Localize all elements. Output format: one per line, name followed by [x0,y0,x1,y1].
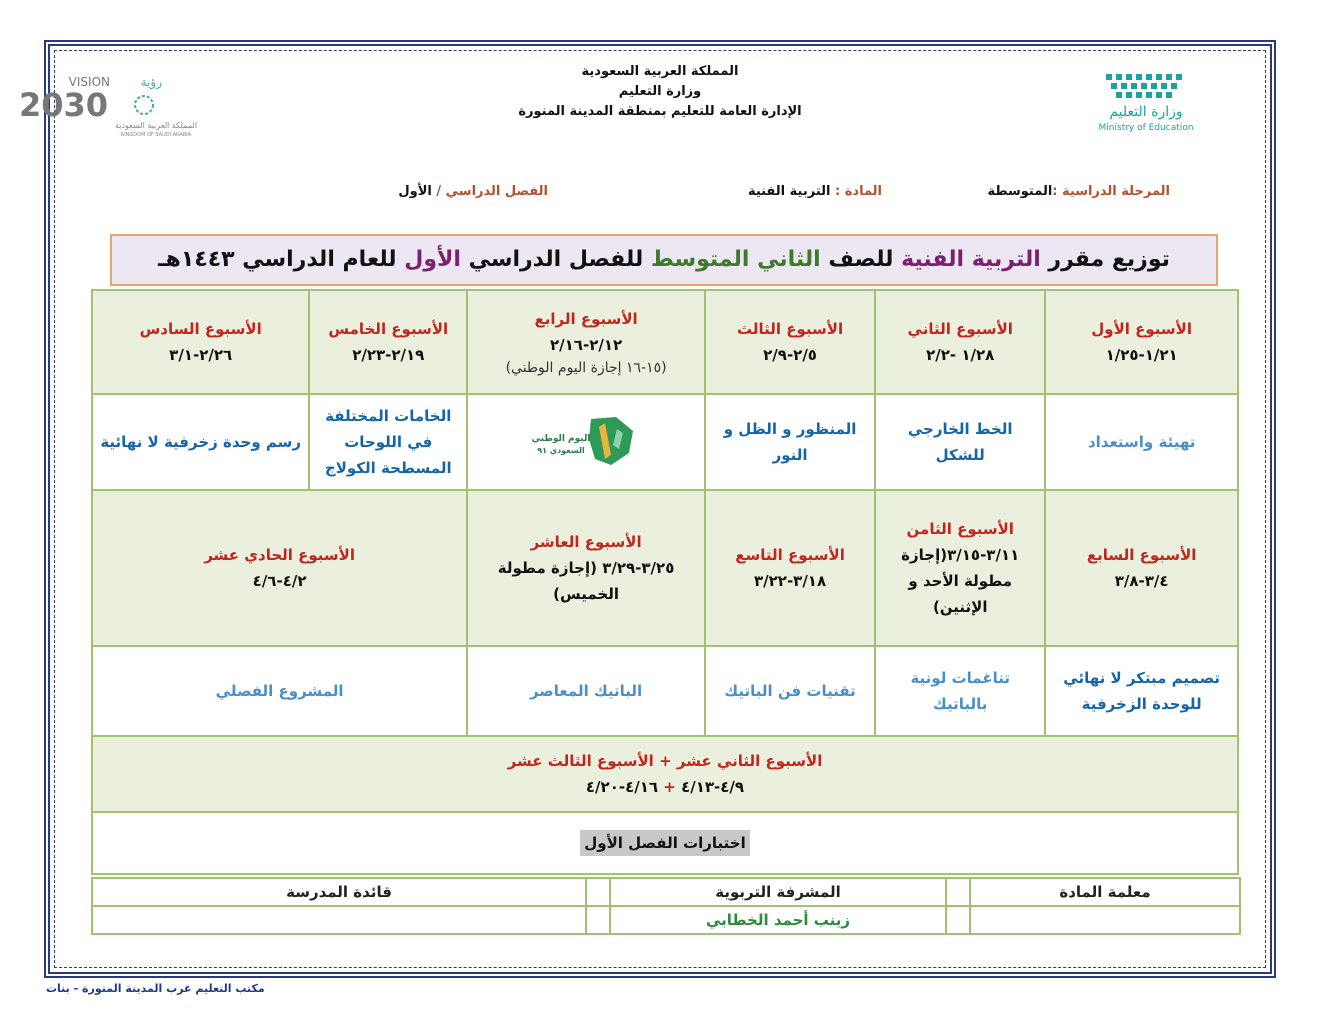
weeks-row-2 [92,490,1238,646]
svg-text:2030: 2030 [18,86,108,124]
ministry-logo [1096,70,1196,136]
exam-row [92,812,1238,874]
topic-cell: المنظور و الظل و النور [705,394,875,490]
svg-text:اليوم الوطني: اليوم الوطني [531,434,591,444]
weeks-row-1 [92,290,1238,394]
national-day-logo [467,394,705,490]
svg-text:KINGDOM OF SAUDI ARABIA: KINGDOM OF SAUDI ARABIA [120,132,192,138]
weeks-row-3 [92,736,1238,812]
week-cell: الأسبوع السابع ٣/٤-٣/٨ [1045,490,1238,646]
term-info: الفصل الدراسي / الأول [398,184,548,199]
week-cell: الأسبوع الخامس ٢/١٩-٢/٢٣ [309,290,467,394]
week-cell: الأسبوع الحادي عشر ٤/٢-٤/٦ [92,490,467,646]
spacer [586,906,610,934]
supervisor-label: المشرفة التربوية [610,878,946,906]
ministry-logo-icon [1096,70,1196,136]
week-cell: الأسبوع الرابع ٢/١٢-٢/١٦ (١٥-١٦ إجازة اليوم الوطني) [467,290,705,394]
teacher-label: معلمة المادة [970,878,1240,906]
svg-text:المملكة العربية السعودية: المملكة العربية السعودية [114,121,198,130]
spacer [946,906,970,934]
exam-cell: اختبارات الفصل الأول [92,812,1238,874]
week-cell: الأسبوع الثاني ١/٢٨ -٢/٢ [875,290,1045,394]
signature-values [92,906,1240,934]
svg-text:السعودي ٩١: السعودي ٩١ [537,446,585,455]
week-cell: الأسبوع الثاني عشر + الأسبوع الثالث عشر ٤/٩-٤/١٣ + ٤/١٦-٤/٢٠ [92,736,1238,812]
header-ministry: وزارة التعليم [618,84,702,99]
signature-table [91,877,1241,935]
supervisor-name: زينب أحمد الخطابي [610,906,946,934]
week-cell: الأسبوع التاسع ٣/١٨-٣/٢٢ [705,490,875,646]
letterhead [420,62,900,122]
week-cell: الأسبوع الثامن ٣/١١-٣/١٥(إجازة مطولة الأحد و الإثنين) [875,490,1045,646]
header-country: المملكة العربية السعودية [581,64,739,79]
vision-2030-icon [18,70,208,138]
week-cell: الأسبوع الثالث ٢/٥-٢/٩ [705,290,875,394]
principal-label: قائدة المدرسة [92,878,586,906]
svg-text:وزارة التعليم: وزارة التعليم [1109,104,1183,120]
subject-info: المادة : التربية الفنية [747,184,882,199]
page-title: توزيع مقرر التربية الفنية للصف الثاني المتوسط للفصل الدراسي الأول للعام الدراسي ١٤٤٣هـ [110,234,1218,286]
national-day-icon [521,409,651,475]
topic-cell: الخامات المختلفة في اللوحات المسطحة الكولاج [309,394,467,490]
vision-2030-logo [18,70,208,138]
topic-cell: تصميم مبتكر لا نهائي للوحدة الزخرفية [1045,646,1238,736]
svg-text:رؤية: رؤية [140,75,162,89]
topic-cell: الباتيك المعاصر [467,646,705,736]
header-directorate: الإدارة العامة للتعليم بمنطقة المدينة المنورة [518,104,802,119]
teacher-signature [970,906,1240,934]
svg-text:Ministry of Education: Ministry of Education [1098,123,1194,133]
spacer [946,878,970,906]
topics-row-1 [92,394,1238,490]
stage-info: المرحلة الدراسية :المتوسطة [987,184,1170,199]
footer-office: مكتب التعليم غرب المدينة المنورة - بنات [46,982,265,995]
spacer [586,878,610,906]
topic-cell: رسم وحدة زخرفية لا نهائية [92,394,309,490]
topic-cell: المشروع الفصلي [92,646,467,736]
topic-cell: تناغمات لونية بالباتيك [875,646,1045,736]
distribution-table [91,289,1239,875]
topic-cell: تهيئة واستعداد [1045,394,1238,490]
topic-cell: الخط الخارجي للشكل [875,394,1045,490]
week-cell: الأسبوع الأول ١/٢١-١/٢٥ [1045,290,1238,394]
week-cell: الأسبوع السادس ٢/٢٦-٣/١ [92,290,309,394]
week-cell: الأسبوع العاشر ٣/٢٥-٣/٢٩ (إجازة مطولة الخميس) [467,490,705,646]
svg-text:VISION: VISION [68,75,110,89]
principal-signature [92,906,586,934]
signature-labels [92,878,1240,906]
topics-row-2 [92,646,1238,736]
topic-cell: تقنيات فن الباتيك [705,646,875,736]
